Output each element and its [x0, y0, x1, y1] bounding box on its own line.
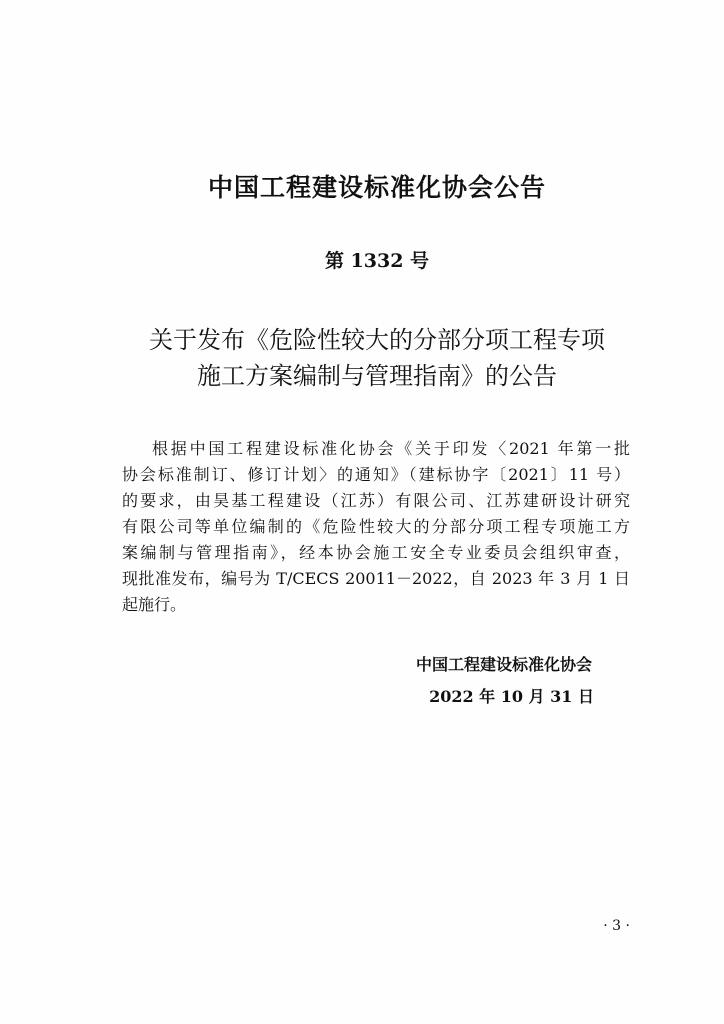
signature-date: 2022 年 10 月 31 日 — [429, 687, 594, 706]
body-text-line: 的要求，由昊基工程建设（江苏）有限公司、江苏建研设计研究 — [122, 491, 630, 510]
body-text-line: 根据中国工程建设标准化协会《关于印发〈2021 年第一批 — [152, 439, 630, 458]
announcement-subtitle-line: 施工方案编制与管理指南》的公告 — [197, 362, 557, 390]
announcement-subtitle-line: 关于发布《危险性较大的分部分项工程专项 — [149, 326, 605, 354]
page-number: · 3 · — [603, 918, 630, 934]
body-text-line: 有限公司等单位编制的《危险性较大的分部分项工程专项施工方 — [122, 517, 630, 536]
announcement-title: 中国工程建设标准化协会公告 — [207, 173, 546, 202]
body-text-line: 协会标准制订、修订计划〉的通知》（建标协字〔2021〕11 号） — [122, 465, 630, 484]
body-text-line: 案编制与管理指南》，经本协会施工安全专业委员会组织审查， — [122, 543, 630, 562]
body-text-line: 起施行。 — [122, 595, 187, 614]
body-text-line: 现批准发布，编号为 T/CECS 20011－2022，自 2023 年 3 月 1 日 — [122, 569, 630, 588]
announcement-number: 第 1332 号 — [324, 250, 430, 272]
signature-organization: 中国工程建设标准化协会 — [415, 655, 592, 674]
